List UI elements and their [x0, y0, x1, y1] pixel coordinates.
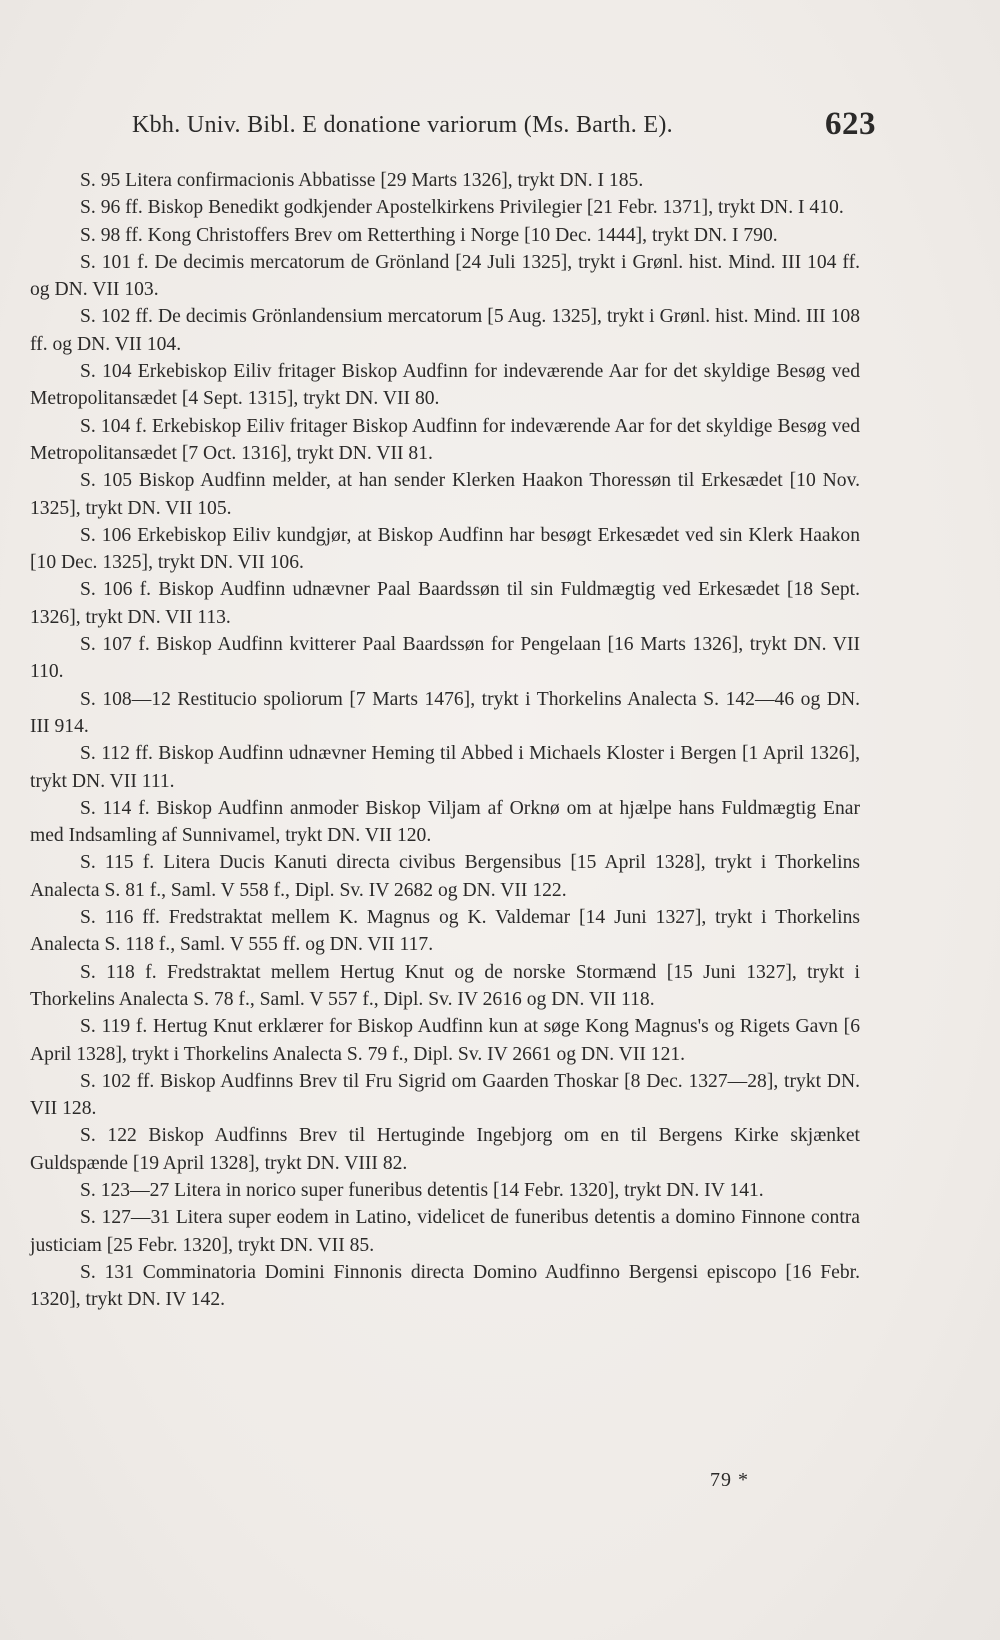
entry-s119: S. 119 f. Hertug Knut erklærer for Biskop Audfinn kun at søge Kong Magnus's og Rigets Gavn [6 April 1328], trykt i Thorkelins Analecta S. 79 f., Dipl. Sv. IV 2661 og DN. VII 121.: [30, 1016, 860, 1065]
entry-s106f: S. 106 f. Biskop Audfinn udnævner Paal Baardssøn til sin Fuldmægtig ved Erkesædet [18 Sept. 1326], trykt DN. VII 113.: [30, 579, 860, 628]
entry-s107f: S. 107 f. Biskop Audfinn kvitterer Paal Baardssøn for Pengelaan [16 Marts 1326], trykt DN. VII 110.: [30, 634, 860, 683]
entry-s131: S. 131 Comminatoria Domini Finnonis directa Domino Audfinno Bergensi episcopo [16 Febr. 1320], trykt DN. IV 142.: [30, 1261, 860, 1311]
entry-s118: S. 118 f. Fredstraktat mellem Hertug Knut og de norske Stormænd [15 Juni 1327], trykt i Thorkelins Analecta S. 78 f., Saml. V 557 f., Dipl. Sv. IV 2616 og DN. VII 118.: [30, 961, 860, 1010]
running-head: [30, 106, 876, 152]
entry-s115: S. 115 f. Litera Ducis Kanuti directa civibus Bergensibus [15 April 1328], trykt i Thorkelins Analecta S. 81 f., Saml. V 558 f., Dipl. Sv. IV 2682 og DN. VII 122.: [30, 852, 860, 901]
entry-s116: S. 116 ff. Fredstraktat mellem K. Magnus og K. Valdemar [14 Juni 1327], trykt i Thorkelins Analecta S. 118 f., Saml. V 555 ff. og DN. VII 117.: [30, 907, 860, 956]
entry-s102ff: S. 102 ff. Biskop Audfinns Brev til Fru Sigrid om Gaarden Thoskar [8 Dec. 1327—28], trykt DN. VII 128.: [30, 1070, 860, 1120]
entry-s98: S. 98 ff. Kong Christoffers Brev om Retterthing i Norge [10 Dec. 1444], trykt DN. I 790.: [80, 224, 778, 246]
entry-s127: S. 127—31 Litera super eodem in Latino, videlicet de funeribus detentis a domino Finnone contra justiciam [25 Febr. 1320], trykt DN. VII 85.: [30, 1207, 860, 1256]
entry-s96: S. 96 ff. Biskop Benedikt godkjender Apostelkirkens Privilegier [21 Febr. 1371], trykt DN. I 410.: [80, 197, 844, 219]
entry-s95: S. 95 Litera confirmacionis Abbatisse [29 Marts 1326], trykt DN. I 185.: [80, 170, 644, 191]
entry-s114: S. 114 f. Biskop Audfinn anmoder Biskop Viljam af Orknø om at hjælpe hans Fuldmægtig Enar med Indsamling af Sunnivamel, trykt DN. VII 120.: [30, 797, 860, 847]
entry-s105: S. 105 Biskop Audfinn melder, at han sender Klerken Haakon Thoressøn til Erkesædet [10 Nov. 1325], trykt DN. VII 105.: [30, 470, 860, 519]
entry-s108: S. 108—12 Restitucio spoliorum [7 Marts 1476], trykt i Thorkelins Analecta S. 142—46 og DN. III 914.: [30, 688, 860, 737]
entry-s123: S. 123—27 Litera in norico super funeribus detentis [14 Febr. 1320], trykt DN. IV 141.: [80, 1179, 764, 1201]
entry-s101: S. 101 f. De decimis mercatorum de Grönland [24 Juli 1325], trykt i Grønl. hist. Mind. III 104 ff. og DN. VII 103.: [30, 251, 860, 301]
entry-s104: S. 104 Erkebiskop Eiliv fritager Biskop Audfinn for indeværende Aar for det skyldige Besøg ved Metropolitansædet [4 Sept. 1315], trykt DN. VII 80.: [30, 361, 860, 410]
running-title: Kbh. Univ. Bibl. E donatione variorum (Ms. Barth. E).: [132, 112, 673, 138]
entry-s122: S. 122 Biskop Audfinns Brev til Hertuginde Ingebjorg om en til Bergens Kirke skjænket Guldspænde [19 April 1328], trykt DN. VIII 82.: [30, 1125, 860, 1174]
entry-s104f: S. 104 f. Erkebiskop Eiliv fritager Biskop Audfinn for indeværende Aar for det skyldige Besøg ved Metropolitansædet [7 Oct. 1316], trykt DN. VII 81.: [30, 415, 860, 464]
page-number: 623: [825, 106, 876, 142]
entry-s102: S. 102 ff. De decimis Grönlandensium mercatorum [5 Aug. 1325], trykt i Grønl. hist. Mind. III 108 ff. og DN. VII 104.: [30, 306, 860, 355]
signature-mark: 79 *: [710, 1469, 749, 1491]
entry-list: [30, 167, 860, 1313]
entry-s112: S. 112 ff. Biskop Audfinn udnævner Heming til Abbed i Michaels Kloster i Bergen [1 April 1326], trykt DN. VII 111.: [30, 743, 860, 792]
entry-s106: S. 106 Erkebiskop Eiliv kundgjør, at Biskop Audfinn har besøgt Erkesædet ved sin Klerk Haakon [10 Dec. 1325], trykt DN. VII 106.: [30, 524, 860, 574]
